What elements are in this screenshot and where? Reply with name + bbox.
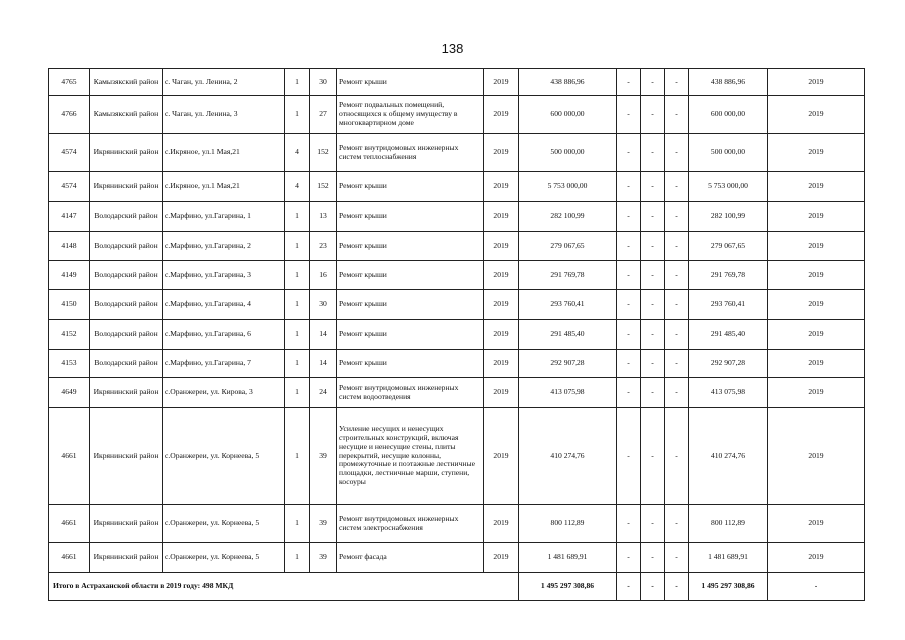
cell-year-2: 2019 — [768, 378, 865, 408]
cell-year: 2019 — [484, 232, 519, 261]
cell-year: 2019 — [484, 543, 519, 573]
cell-id: 4766 — [49, 96, 90, 134]
cell-address: с.Марфино, ул.Гагарина, 4 — [163, 290, 285, 320]
cell-apartments: 13 — [310, 202, 337, 232]
table-row — [49, 261, 865, 290]
cell-district: Икрянинский район — [90, 134, 163, 172]
cell-work-type: Ремонт крыши — [337, 290, 484, 320]
cell-district: Володарский район — [90, 350, 163, 378]
cell-total: 1 481 689,91 — [689, 543, 768, 573]
cell-total: 800 112,89 — [689, 505, 768, 543]
cell-id: 4148 — [49, 232, 90, 261]
cell-work-type: Ремонт крыши — [337, 320, 484, 350]
cell-dash-3: - — [665, 202, 689, 232]
cell-address: с.Марфино, ул.Гагарина, 6 — [163, 320, 285, 350]
cell-district: Икрянинский район — [90, 505, 163, 543]
cell-entrances: 1 — [285, 290, 310, 320]
cell-district: Икрянинский район — [90, 172, 163, 202]
cell-total: 500 000,00 — [689, 134, 768, 172]
cell-work-type: Ремонт фасада — [337, 543, 484, 573]
cell-address: с.Марфино, ул.Гагарина, 2 — [163, 232, 285, 261]
cell-dash-1: - — [617, 290, 641, 320]
cell-work-type: Ремонт внутридомовых инженерных систем электроснабжения — [337, 505, 484, 543]
cell-total: 279 067,65 — [689, 232, 768, 261]
cell-dash-3: - — [665, 261, 689, 290]
cell-year: 2019 — [484, 320, 519, 350]
cell-address: с.Оранжереи, ул. Корнеева, 5 — [163, 408, 285, 505]
cell-year-2: 2019 — [768, 290, 865, 320]
cell-id: 4649 — [49, 378, 90, 408]
cell-dash-1: - — [617, 172, 641, 202]
cell-total: 438 886,96 — [689, 69, 768, 96]
cell-dash-3: - — [665, 232, 689, 261]
cell-total: 291 485,40 — [689, 320, 768, 350]
cell-dash-3: - — [665, 134, 689, 172]
cell-dash-3: - — [665, 69, 689, 96]
cell-dash-1: - — [617, 408, 641, 505]
cell-cost: 1 481 689,91 — [519, 543, 617, 573]
cell-entrances: 4 — [285, 134, 310, 172]
cell-year-2: 2019 — [768, 172, 865, 202]
cell-district: Камызякский район — [90, 96, 163, 134]
cell-apartments: 27 — [310, 96, 337, 134]
cell-dash-3: - — [665, 172, 689, 202]
cell-id: 4153 — [49, 350, 90, 378]
cell-id: 4661 — [49, 543, 90, 573]
cell-cost: 291 769,78 — [519, 261, 617, 290]
cell-work-type: Ремонт крыши — [337, 69, 484, 96]
cell-total: 600 000,00 — [689, 96, 768, 134]
cell-cost: 293 760,41 — [519, 290, 617, 320]
cell-year-2: 2019 — [768, 69, 865, 96]
cell-year: 2019 — [484, 378, 519, 408]
cell-total: 282 100,99 — [689, 202, 768, 232]
cell-address: с. Чаган, ул. Ленина, 2 — [163, 69, 285, 96]
cell-dash-2: - — [641, 172, 665, 202]
cell-year: 2019 — [484, 408, 519, 505]
cell-dash-2: - — [641, 232, 665, 261]
cell-id: 4574 — [49, 134, 90, 172]
cell-entrances: 1 — [285, 320, 310, 350]
cell-dash-1: - — [617, 96, 641, 134]
cell-work-type: Ремонт подвальных помещений, относящихся к общему имуществу в многоквартирном доме — [337, 96, 484, 134]
cell-total: 413 075,98 — [689, 378, 768, 408]
cell-year: 2019 — [484, 69, 519, 96]
cell-year-2: 2019 — [768, 350, 865, 378]
cell-entrances: 4 — [285, 172, 310, 202]
table-row — [49, 134, 865, 172]
total-dash-1: - — [617, 573, 641, 601]
cell-dash-1: - — [617, 261, 641, 290]
cell-dash-1: - — [617, 543, 641, 573]
cell-work-type: Ремонт крыши — [337, 261, 484, 290]
cell-year: 2019 — [484, 172, 519, 202]
cell-year-2: 2019 — [768, 408, 865, 505]
cell-year: 2019 — [484, 202, 519, 232]
cell-year: 2019 — [484, 350, 519, 378]
cell-dash-2: - — [641, 69, 665, 96]
cell-work-type: Ремонт внутридомовых инженерных систем теплоснабжения — [337, 134, 484, 172]
cell-year-2: 2019 — [768, 232, 865, 261]
cell-district: Володарский район — [90, 290, 163, 320]
total-sum: 1 495 297 308,86 — [689, 573, 768, 601]
cell-work-type: Усиление несущих и ненесущих строительных конструкций, включая несущие и ненесущие стены, плиты перекрытий, несущие колонны, промежуточные и поэтажные лестничные площадки, лестничные марши, ступени, косоуры — [337, 408, 484, 505]
cell-district: Икрянинский район — [90, 408, 163, 505]
cell-year-2: 2019 — [768, 320, 865, 350]
cell-year-2: 2019 — [768, 261, 865, 290]
cell-year: 2019 — [484, 134, 519, 172]
table-row — [49, 96, 865, 134]
cell-cost: 413 075,98 — [519, 378, 617, 408]
cell-year: 2019 — [484, 290, 519, 320]
table-row — [49, 69, 865, 96]
cell-cost: 282 100,99 — [519, 202, 617, 232]
cell-work-type: Ремонт крыши — [337, 232, 484, 261]
cell-cost: 292 907,28 — [519, 350, 617, 378]
cell-work-type: Ремонт крыши — [337, 350, 484, 378]
cell-dash-3: - — [665, 350, 689, 378]
cell-id: 4150 — [49, 290, 90, 320]
cell-year-2: 2019 — [768, 543, 865, 573]
cell-id: 4661 — [49, 505, 90, 543]
total-dash-3: - — [665, 573, 689, 601]
cell-cost: 500 000,00 — [519, 134, 617, 172]
cell-address: с.Марфино, ул.Гагарина, 7 — [163, 350, 285, 378]
cell-district: Володарский район — [90, 232, 163, 261]
cell-cost: 410 274,76 — [519, 408, 617, 505]
cell-year-2: 2019 — [768, 202, 865, 232]
cell-district: Володарский район — [90, 202, 163, 232]
cell-cost: 279 067,65 — [519, 232, 617, 261]
cell-dash-2: - — [641, 134, 665, 172]
table-body — [49, 69, 865, 601]
cell-entrances: 1 — [285, 96, 310, 134]
cell-address: с.Марфино, ул.Гагарина, 3 — [163, 261, 285, 290]
cell-total: 5 753 000,00 — [689, 172, 768, 202]
page-number: 138 — [441, 41, 464, 56]
cell-id: 4149 — [49, 261, 90, 290]
cell-dash-3: - — [665, 543, 689, 573]
cell-cost: 5 753 000,00 — [519, 172, 617, 202]
cell-apartments: 24 — [310, 378, 337, 408]
cell-total: 292 907,28 — [689, 350, 768, 378]
cell-address: с.Оранжереи, ул. Кирова, 3 — [163, 378, 285, 408]
cell-address: с.Оранжереи, ул. Корнеева, 5 — [163, 543, 285, 573]
total-label: Итого в Астраханской области в 2019 году: 498 МКД — [49, 573, 519, 601]
cell-dash-2: - — [641, 378, 665, 408]
cell-apartments: 16 — [310, 261, 337, 290]
cell-entrances: 1 — [285, 378, 310, 408]
cell-dash-2: - — [641, 202, 665, 232]
cell-dash-1: - — [617, 350, 641, 378]
cell-dash-1: - — [617, 134, 641, 172]
cell-dash-3: - — [665, 378, 689, 408]
cell-entrances: 1 — [285, 232, 310, 261]
cell-dash-1: - — [617, 202, 641, 232]
cell-entrances: 1 — [285, 261, 310, 290]
cell-apartments: 23 — [310, 232, 337, 261]
cell-dash-3: - — [665, 408, 689, 505]
cell-address: с. Чаган, ул. Ленина, 3 — [163, 96, 285, 134]
cell-dash-2: - — [641, 290, 665, 320]
cell-cost: 291 485,40 — [519, 320, 617, 350]
cell-entrances: 1 — [285, 69, 310, 96]
table-row — [49, 505, 865, 543]
table-row — [49, 290, 865, 320]
cell-apartments: 39 — [310, 543, 337, 573]
cell-total: 410 274,76 — [689, 408, 768, 505]
table-row — [49, 202, 865, 232]
cell-dash-1: - — [617, 505, 641, 543]
cell-entrances: 1 — [285, 408, 310, 505]
cell-year: 2019 — [484, 261, 519, 290]
cell-apartments: 30 — [310, 290, 337, 320]
cell-district: Камызякский район — [90, 69, 163, 96]
cell-year-2: 2019 — [768, 96, 865, 134]
total-dash-2: - — [641, 573, 665, 601]
cell-id: 4147 — [49, 202, 90, 232]
cell-dash-3: - — [665, 290, 689, 320]
cell-district: Володарский район — [90, 261, 163, 290]
cell-dash-3: - — [665, 505, 689, 543]
cell-work-type: Ремонт крыши — [337, 202, 484, 232]
cell-work-type: Ремонт внутридомовых инженерных систем водоотведения — [337, 378, 484, 408]
cell-id: 4765 — [49, 69, 90, 96]
total-cost: 1 495 297 308,86 — [519, 573, 617, 601]
cell-cost: 800 112,89 — [519, 505, 617, 543]
cell-address: с.Марфино, ул.Гагарина, 1 — [163, 202, 285, 232]
cell-district: Икрянинский район — [90, 378, 163, 408]
cell-district: Володарский район — [90, 320, 163, 350]
table-row — [49, 320, 865, 350]
table-row — [49, 543, 865, 573]
cell-id: 4574 — [49, 172, 90, 202]
cell-apartments: 39 — [310, 408, 337, 505]
cell-year-2: 2019 — [768, 134, 865, 172]
cell-cost: 600 000,00 — [519, 96, 617, 134]
cell-work-type: Ремонт крыши — [337, 172, 484, 202]
table-row — [49, 378, 865, 408]
repair-program-table — [48, 68, 865, 601]
cell-address: с.Икряное, ул.1 Мая,21 — [163, 172, 285, 202]
cell-total: 291 769,78 — [689, 261, 768, 290]
cell-apartments: 14 — [310, 320, 337, 350]
cell-entrances: 1 — [285, 350, 310, 378]
cell-dash-3: - — [665, 320, 689, 350]
cell-year: 2019 — [484, 96, 519, 134]
cell-apartments: 152 — [310, 172, 337, 202]
cell-dash-2: - — [641, 350, 665, 378]
total-row — [49, 573, 865, 601]
cell-dash-2: - — [641, 96, 665, 134]
cell-address: с.Икряное, ул.1 Мая,21 — [163, 134, 285, 172]
total-year: - — [768, 573, 865, 601]
table-row — [49, 350, 865, 378]
cell-year: 2019 — [484, 505, 519, 543]
cell-dash-1: - — [617, 232, 641, 261]
table-row — [49, 172, 865, 202]
cell-dash-2: - — [641, 408, 665, 505]
cell-entrances: 1 — [285, 505, 310, 543]
cell-apartments: 152 — [310, 134, 337, 172]
cell-dash-3: - — [665, 96, 689, 134]
cell-apartments: 30 — [310, 69, 337, 96]
table-row — [49, 232, 865, 261]
cell-apartments: 14 — [310, 350, 337, 378]
cell-total: 293 760,41 — [689, 290, 768, 320]
cell-dash-1: - — [617, 320, 641, 350]
cell-entrances: 1 — [285, 202, 310, 232]
cell-dash-1: - — [617, 69, 641, 96]
table-row — [49, 408, 865, 505]
cell-dash-2: - — [641, 543, 665, 573]
cell-address: с.Оранжереи, ул. Корнеева, 5 — [163, 505, 285, 543]
cell-apartments: 39 — [310, 505, 337, 543]
cell-cost: 438 886,96 — [519, 69, 617, 96]
cell-year-2: 2019 — [768, 505, 865, 543]
cell-id: 4661 — [49, 408, 90, 505]
cell-id: 4152 — [49, 320, 90, 350]
cell-dash-1: - — [617, 378, 641, 408]
cell-dash-2: - — [641, 505, 665, 543]
cell-dash-2: - — [641, 320, 665, 350]
cell-dash-2: - — [641, 261, 665, 290]
cell-entrances: 1 — [285, 543, 310, 573]
cell-district: Икрянинский район — [90, 543, 163, 573]
